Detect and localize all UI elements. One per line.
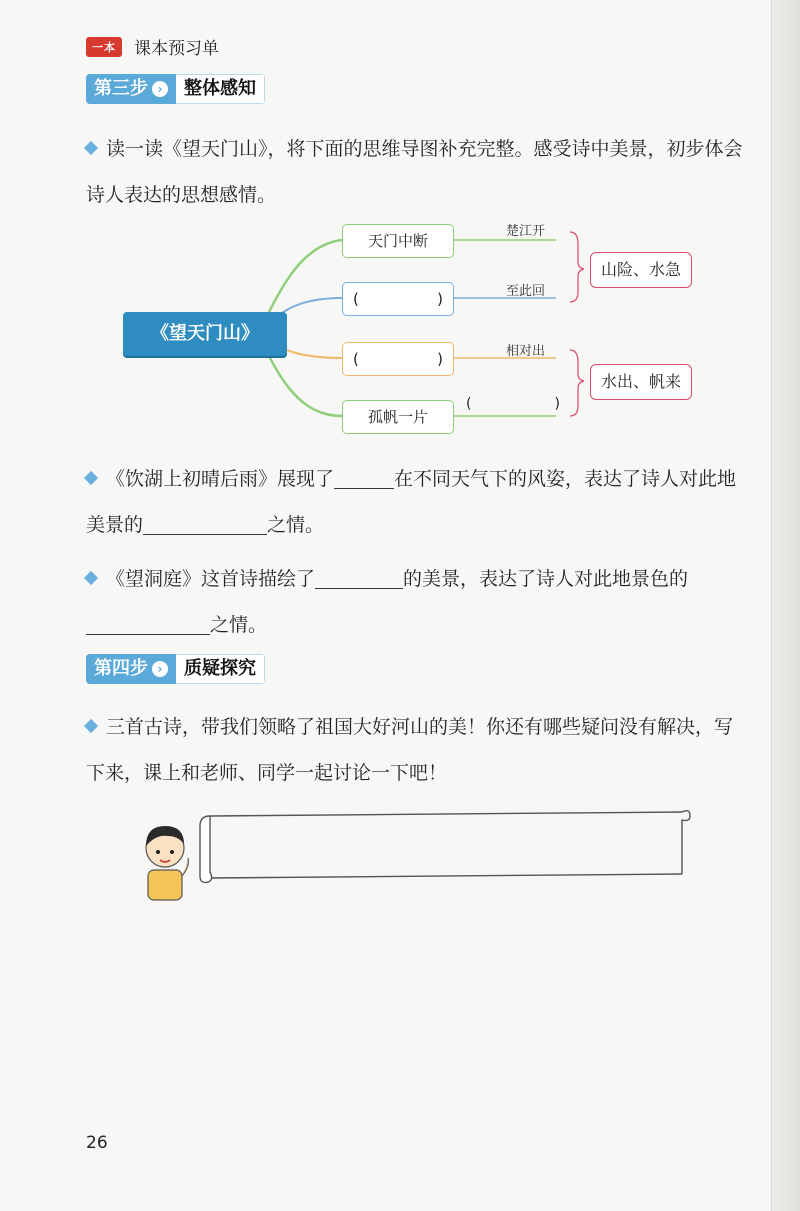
paren-open: ( — [466, 396, 472, 412]
paren-open: ( — [353, 290, 359, 308]
step4-label — [86, 654, 265, 684]
branch-label-1: 楚江开 — [506, 224, 546, 239]
diamond-bullet-icon — [84, 719, 98, 733]
mindmap-node-1: 天门中断 — [342, 224, 454, 258]
page-edge — [771, 0, 800, 1211]
page-number: 26 — [86, 1133, 108, 1153]
step3-number: 第三步 — [94, 78, 148, 99]
question-4 — [86, 704, 746, 796]
mindmap-node-2[interactable] — [342, 282, 454, 316]
step3-label — [86, 74, 265, 104]
paren-open: ( — [353, 350, 359, 368]
header-title: 课本预习单 — [134, 39, 219, 59]
arrow-right-icon: › — [152, 81, 168, 97]
step4-name: 质疑探究 — [176, 654, 265, 684]
paren-close: ) — [554, 396, 560, 412]
branch-label-2: 至此回 — [506, 284, 546, 299]
answer-blank[interactable] — [143, 514, 267, 535]
question-4-text: 三首古诗，带我们领略了祖国大好河山的美！你还有哪些疑问没有解决，写下来，课上和老师、同学一起讨论一下吧！ — [86, 716, 734, 784]
answer-blank[interactable] — [315, 568, 403, 589]
mindmap-root: 《望天门山》 — [123, 312, 287, 356]
header — [86, 34, 219, 59]
boy-illustration — [130, 812, 200, 902]
mindmap-result-1: 山险、水急 — [590, 252, 692, 288]
diamond-bullet-icon — [84, 571, 98, 585]
answer-blank[interactable] — [334, 468, 394, 489]
arrow-right-icon: › — [152, 661, 168, 677]
paren-close: ) — [437, 350, 443, 368]
question-1-text: 读一读《望天门山》，将下面的思维导图补充完整。感受诗中美景，初步体会诗人表达的思想感情。 — [86, 138, 743, 206]
brand-logo: 一本 — [86, 37, 122, 57]
question-3: 《望洞庭》这首诗描绘了 的美景，表达了诗人对此地景色的之情。 — [86, 556, 746, 648]
step4-number: 第四步 — [94, 658, 148, 679]
diamond-bullet-icon — [84, 141, 98, 155]
mindmap-result-2: 水出、帆来 — [590, 364, 692, 400]
answer-blank[interactable] — [86, 614, 210, 635]
question-1 — [86, 126, 746, 218]
diamond-bullet-icon — [84, 471, 98, 485]
paren-close: ) — [437, 290, 443, 308]
answer-scroll[interactable] — [196, 806, 696, 886]
mindmap-node-4: 孤帆一片 — [342, 400, 454, 434]
mindmap-node-3[interactable] — [342, 342, 454, 376]
branch-blank-4[interactable] — [466, 396, 560, 416]
branch-label-3: 相对出 — [506, 344, 546, 359]
question-2: 《饮湖上初晴后雨》展现了 在不同天气下的风姿，表达了诗人对此地美景的 之情。 — [86, 456, 746, 548]
step3-name: 整体感知 — [176, 74, 265, 104]
